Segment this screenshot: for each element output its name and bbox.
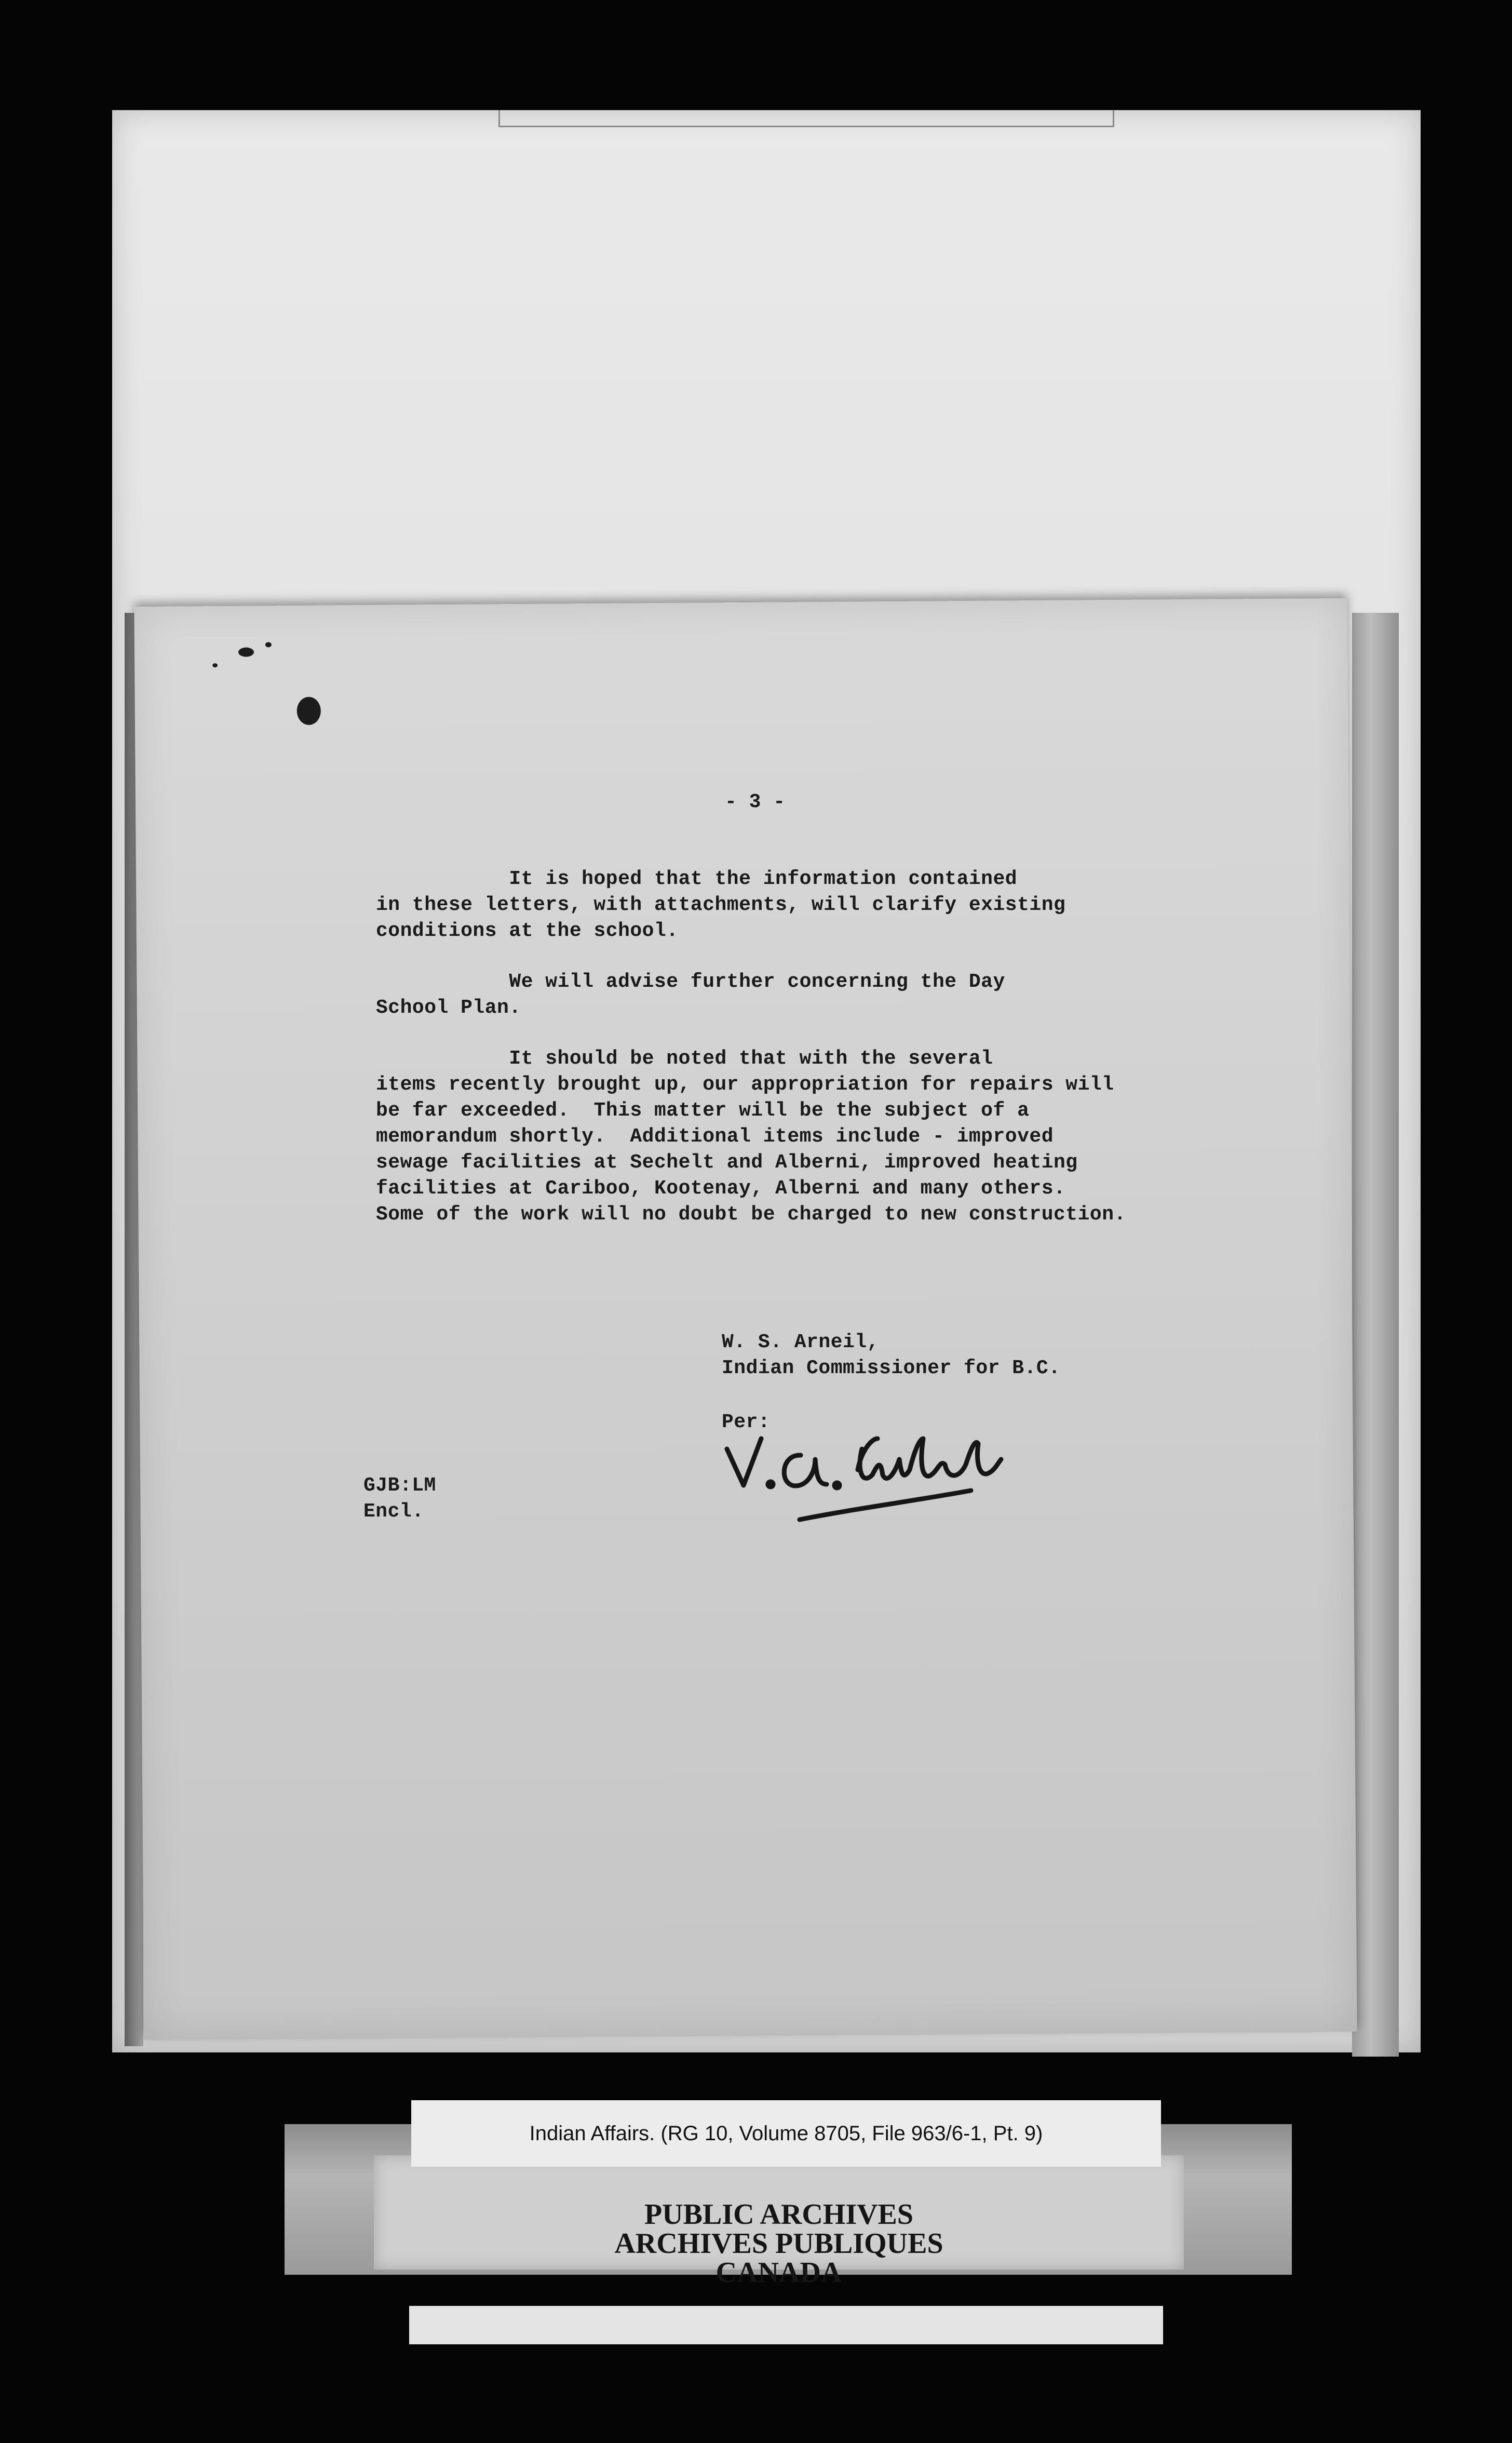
stamp-line-2: ARCHIVES PUBLIQUES (614, 2227, 943, 2260)
paragraph-3-line-6: facilities at Cariboo, Kootenay, Alberni and many others. (376, 1177, 1066, 1200)
ink-stain-small (238, 648, 254, 657)
paragraph-1-line-2: in these letters, with attachments, will clarify existing (376, 894, 1066, 916)
paragraph-1-line-1: It is hoped that the information contained (376, 868, 1018, 890)
archive-stamp (374, 2200, 1184, 2287)
handwritten-signature (717, 1418, 1018, 1537)
per-label: Per: (722, 1411, 771, 1433)
paragraph-3-line-7: Some of the work will no doubt be charged to new construction. (376, 1203, 1126, 1226)
archive-bottom-strip (409, 2306, 1163, 2344)
stamp-line-3: CANADA (716, 2257, 842, 2289)
signatory-name: W. S. Arneil, (722, 1331, 879, 1353)
ink-speck (212, 663, 218, 667)
enclosure-note: Encl. (363, 1500, 424, 1523)
paragraph-1-line-3: conditions at the school. (376, 920, 679, 942)
ink-stain-large (297, 697, 321, 725)
reference-initials: GJB:LM (363, 1474, 436, 1497)
backing-sheet-tab (498, 110, 1114, 127)
paragraph-3-line-1: It should be noted that with the several (376, 1048, 993, 1070)
paragraph-3-line-5: sewage facilities at Sechelt and Alberni, improved heating (376, 1151, 1078, 1174)
paragraph-2-line-1: We will advise further concerning the Day (376, 971, 1005, 993)
paragraph-3-line-4: memorandum shortly. Additional items include - improved (376, 1125, 1054, 1148)
paragraph-3-line-3: be far exceeded. This matter will be the subject of a (376, 1099, 1030, 1122)
archive-reference-text: Indian Affairs. (RG 10, Volume 8705, File 963/6-1, Pt. 9) (529, 2122, 1043, 2145)
ink-speck (265, 642, 272, 647)
page-number: - 3 - (725, 791, 786, 813)
page-right-edge (1352, 613, 1399, 2057)
archive-reference-label (411, 2100, 1161, 2167)
paragraph-3-line-2: items recently brought up, our appropriation for repairs will (376, 1073, 1114, 1096)
signatory-title: Indian Commissioner for B.C. (722, 1357, 1061, 1379)
paragraph-2-line-2: School Plan. (376, 997, 521, 1019)
stamp-line-1: PUBLIC ARCHIVES (644, 2198, 914, 2231)
